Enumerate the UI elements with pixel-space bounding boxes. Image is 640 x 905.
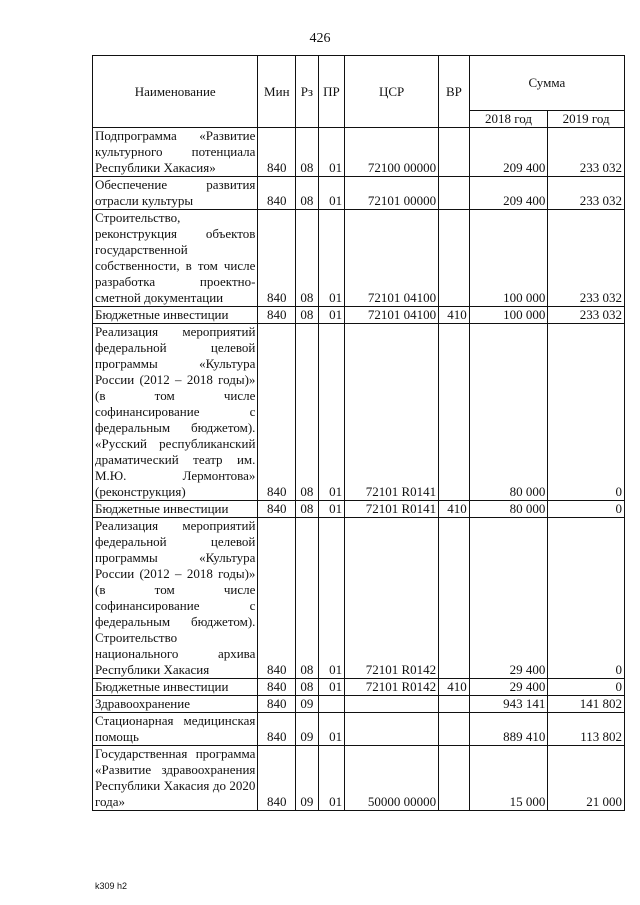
cell-pr: 01 bbox=[318, 210, 345, 307]
header-sum: Сумма bbox=[469, 56, 624, 111]
cell-pr: 01 bbox=[318, 128, 345, 177]
cell-sum-2019: 233 032 bbox=[548, 210, 625, 307]
table-row bbox=[93, 713, 625, 746]
header-vr: ВР bbox=[439, 56, 470, 128]
table-row bbox=[93, 128, 625, 177]
cell-min: 840 bbox=[258, 679, 296, 696]
cell-csr bbox=[345, 696, 439, 713]
cell-min: 840 bbox=[258, 713, 296, 746]
cell-min: 840 bbox=[258, 324, 296, 501]
cell-min: 840 bbox=[258, 501, 296, 518]
cell-sum-2019: 141 802 bbox=[548, 696, 625, 713]
table-row bbox=[93, 746, 625, 811]
cell-min: 840 bbox=[258, 177, 296, 210]
cell-rz: 08 bbox=[296, 210, 318, 307]
cell-sum-2018: 209 400 bbox=[469, 177, 548, 210]
cell-min: 840 bbox=[258, 210, 296, 307]
cell-min: 840 bbox=[258, 518, 296, 679]
cell-sum-2019: 233 032 bbox=[548, 307, 625, 324]
cell-sum-2019: 0 bbox=[548, 324, 625, 501]
cell-vr bbox=[439, 128, 470, 177]
cell-name: Здравоохранение bbox=[93, 696, 258, 713]
cell-sum-2019: 0 bbox=[548, 679, 625, 696]
cell-name: Подпрограмма «Развитие культурного потенциала Республики Хакасия» bbox=[93, 128, 258, 177]
cell-rz: 08 bbox=[296, 679, 318, 696]
table-row bbox=[93, 210, 625, 307]
cell-rz: 08 bbox=[296, 501, 318, 518]
cell-pr: 01 bbox=[318, 307, 345, 324]
cell-name: Бюджетные инвестиции bbox=[93, 501, 258, 518]
cell-sum-2018: 29 400 bbox=[469, 518, 548, 679]
cell-csr: 72101 04100 bbox=[345, 307, 439, 324]
header-name: Наименование bbox=[93, 56, 258, 128]
cell-csr: 72100 00000 bbox=[345, 128, 439, 177]
table-row bbox=[93, 324, 625, 501]
cell-pr: 01 bbox=[318, 746, 345, 811]
cell-csr: 72101 R0141 bbox=[345, 324, 439, 501]
cell-vr bbox=[439, 324, 470, 501]
cell-vr bbox=[439, 177, 470, 210]
cell-csr: 72101 04100 bbox=[345, 210, 439, 307]
cell-sum-2019: 0 bbox=[548, 518, 625, 679]
cell-sum-2019: 113 802 bbox=[548, 713, 625, 746]
cell-rz: 08 bbox=[296, 518, 318, 679]
cell-csr: 72101 R0142 bbox=[345, 679, 439, 696]
table-row bbox=[93, 307, 625, 324]
header-year-2019: 2019 год bbox=[548, 111, 625, 128]
cell-rz: 09 bbox=[296, 696, 318, 713]
cell-pr bbox=[318, 696, 345, 713]
cell-csr: 72101 R0142 bbox=[345, 518, 439, 679]
cell-sum-2018: 889 410 bbox=[469, 713, 548, 746]
cell-name: Реализация мероприятий федеральной целевой программы «Культура России (2012 – 2018 годы)» (в том числе софинансирование с федеральным бюджетом). «Русский республиканский драматический театр им. М.Ю. Лермонтова» (реконструкция) bbox=[93, 324, 258, 501]
cell-rz: 08 bbox=[296, 307, 318, 324]
cell-vr: 410 bbox=[439, 307, 470, 324]
cell-sum-2018: 80 000 bbox=[469, 324, 548, 501]
header-csr: ЦСР bbox=[345, 56, 439, 128]
cell-sum-2018: 100 000 bbox=[469, 210, 548, 307]
cell-sum-2018: 943 141 bbox=[469, 696, 548, 713]
cell-rz: 08 bbox=[296, 177, 318, 210]
cell-vr bbox=[439, 713, 470, 746]
cell-name: Государственная программа «Развитие здравоохранения Республики Хакасия до 2020 года» bbox=[93, 746, 258, 811]
cell-min: 840 bbox=[258, 696, 296, 713]
cell-rz: 09 bbox=[296, 713, 318, 746]
cell-name: Бюджетные инвестиции bbox=[93, 307, 258, 324]
cell-csr: 50000 00000 bbox=[345, 746, 439, 811]
cell-vr: 410 bbox=[439, 679, 470, 696]
cell-name: Обеспечение развития отрасли культуры bbox=[93, 177, 258, 210]
header-rz: Рз bbox=[296, 56, 318, 128]
table-row bbox=[93, 679, 625, 696]
cell-name: Реализация мероприятий федеральной целевой программы «Культура России (2012 – 2018 годы)» (в том числе софинансирование с федеральным бюджетом). Строительство национального архива Республики Хакасия bbox=[93, 518, 258, 679]
table-row bbox=[93, 518, 625, 679]
cell-csr: 72101 R0141 bbox=[345, 501, 439, 518]
cell-name: Бюджетные инвестиции bbox=[93, 679, 258, 696]
cell-csr bbox=[345, 713, 439, 746]
cell-pr: 01 bbox=[318, 713, 345, 746]
cell-pr: 01 bbox=[318, 518, 345, 679]
cell-sum-2018: 209 400 bbox=[469, 128, 548, 177]
header-row bbox=[93, 56, 625, 111]
cell-pr: 01 bbox=[318, 679, 345, 696]
table-row bbox=[93, 501, 625, 518]
cell-sum-2019: 233 032 bbox=[548, 177, 625, 210]
cell-sum-2018: 15 000 bbox=[469, 746, 548, 811]
header-min: Мин bbox=[258, 56, 296, 128]
cell-min: 840 bbox=[258, 307, 296, 324]
cell-name: Стационарная медицинская помощь bbox=[93, 713, 258, 746]
cell-min: 840 bbox=[258, 746, 296, 811]
cell-sum-2019: 233 032 bbox=[548, 128, 625, 177]
cell-pr: 01 bbox=[318, 177, 345, 210]
cell-min: 840 bbox=[258, 128, 296, 177]
cell-pr: 01 bbox=[318, 501, 345, 518]
table-row bbox=[93, 696, 625, 713]
cell-vr bbox=[439, 210, 470, 307]
cell-rz: 09 bbox=[296, 746, 318, 811]
header-pr: ПР bbox=[318, 56, 345, 128]
cell-sum-2018: 29 400 bbox=[469, 679, 548, 696]
cell-sum-2018: 80 000 bbox=[469, 501, 548, 518]
cell-csr: 72101 00000 bbox=[345, 177, 439, 210]
cell-sum-2019: 0 bbox=[548, 501, 625, 518]
cell-vr bbox=[439, 518, 470, 679]
header-year-2018: 2018 год bbox=[469, 111, 548, 128]
table-row bbox=[93, 177, 625, 210]
cell-rz: 08 bbox=[296, 324, 318, 501]
cell-vr bbox=[439, 696, 470, 713]
budget-table bbox=[92, 55, 625, 811]
page-number: 426 bbox=[309, 31, 331, 46]
cell-sum-2018: 100 000 bbox=[469, 307, 548, 324]
cell-pr: 01 bbox=[318, 324, 345, 501]
cell-vr: 410 bbox=[439, 501, 470, 518]
cell-name: Строительство, реконструкция объектов государственной собственности, в том числе разработка проектно-сметной документации bbox=[93, 210, 258, 307]
cell-vr bbox=[439, 746, 470, 811]
footer-code: k309 h2 bbox=[95, 881, 128, 891]
cell-sum-2019: 21 000 bbox=[548, 746, 625, 811]
cell-rz: 08 bbox=[296, 128, 318, 177]
table-body bbox=[93, 128, 625, 811]
